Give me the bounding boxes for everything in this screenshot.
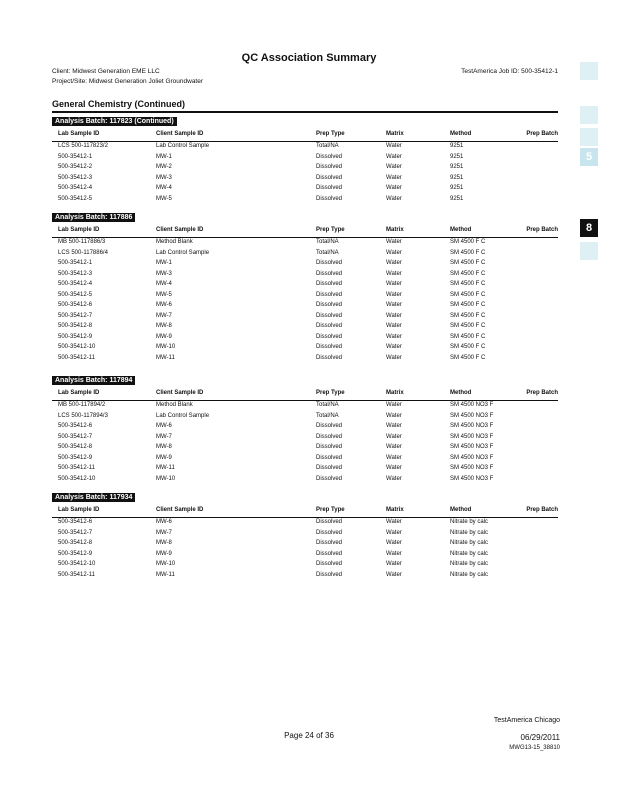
table-cell: Water [386, 571, 402, 578]
table-cell: MW-10 [156, 475, 176, 482]
table-row [52, 401, 558, 412]
table-row [52, 249, 558, 260]
batch-title: Analysis Batch: 117823 (Continued) [52, 117, 177, 126]
table-cell: 500-35412-3 [58, 270, 93, 277]
table-cell: MW-6 [156, 302, 172, 308]
table-cell: 500-35412-6 [58, 302, 93, 308]
table-cell: 9251 [450, 153, 464, 160]
table-cell: SM 4500 NO3 F [450, 423, 494, 429]
table-cell: MW-9 [156, 333, 172, 340]
table-cell: 500-35412-1 [58, 153, 93, 160]
table-cell: Water [386, 312, 402, 319]
column-header: Lab Sample ID [58, 507, 100, 513]
column-header: Client Sample ID [156, 507, 204, 513]
table-cell: 9251 [450, 195, 464, 202]
table-cell: Water [386, 291, 402, 298]
column-header: Client Sample ID [156, 131, 204, 137]
table-cell: Water [386, 143, 402, 149]
side-tab[interactable]: 5 [580, 148, 598, 166]
column-header: Lab Sample ID [58, 131, 100, 137]
table-cell: Total/NA [316, 239, 339, 245]
table-header [52, 389, 558, 401]
table-cell: LCS 500-117823/2 [58, 143, 108, 149]
table-cell: 9251 [450, 164, 464, 170]
table-cell: Method Blank [156, 239, 193, 245]
table-cell: SM 4500 F C [450, 312, 486, 319]
table-cell: Nitrate by calc [450, 519, 489, 525]
table-cell: Nitrate by calc [450, 529, 489, 536]
batch-title: Analysis Batch: 117886 [52, 213, 135, 222]
table-cell: Water [386, 519, 402, 525]
table-row [52, 529, 558, 540]
table-cell: LCS 500-117894/3 [58, 412, 108, 419]
table-row [52, 270, 558, 281]
table-row [52, 475, 558, 486]
table-cell: Dissolved [316, 153, 343, 160]
table-cell: SM 4500 F C [450, 239, 486, 245]
table-cell: MW-1 [156, 153, 172, 160]
table-cell: SM 4500 F C [450, 260, 486, 266]
table-cell: SM 4500 F C [450, 249, 486, 256]
table-header [52, 130, 558, 142]
table-cell: Water [386, 529, 402, 536]
table-cell: Dissolved [316, 302, 343, 308]
table-cell: Water [386, 465, 402, 471]
column-header: Prep Batch [526, 390, 558, 396]
section-divider [52, 111, 558, 113]
table-cell: SM 4500 NO3 F [450, 465, 494, 471]
table-row [52, 195, 558, 206]
table-cell: Dissolved [316, 323, 343, 329]
table-row [52, 343, 558, 354]
table-cell: Water [386, 153, 402, 160]
table-cell: SM 4500 NO3 F [450, 444, 494, 450]
batch-title: Analysis Batch: 117934 [52, 493, 135, 502]
table-cell: MW-5 [156, 195, 172, 202]
table-cell: Total/NA [316, 143, 339, 149]
table-row [52, 301, 558, 312]
table-row [52, 280, 558, 291]
column-header: Prep Batch [526, 227, 558, 233]
table-cell: Water [386, 454, 402, 461]
table-cell: MW-9 [156, 454, 172, 461]
table-row [52, 184, 558, 195]
table-cell: MW-6 [156, 423, 172, 429]
table-cell: SM 4500 F C [450, 354, 486, 361]
table-cell: MW-4 [156, 185, 172, 191]
table-cell: MW-8 [156, 444, 172, 450]
table-cell: SM 4500 F C [450, 344, 486, 350]
table-row [52, 518, 558, 529]
table-cell: MW-3 [156, 174, 172, 181]
analysis-batch [52, 213, 558, 364]
analysis-batch [52, 117, 558, 205]
table-cell: Dissolved [316, 571, 343, 578]
table-cell: 500-35412-9 [58, 333, 93, 340]
table-row [52, 412, 558, 423]
table-cell: SM 4500 F C [450, 302, 486, 308]
table-cell: Nitrate by calc [450, 550, 489, 557]
column-header: Prep Type [316, 507, 345, 513]
table-cell: Water [386, 174, 402, 181]
table-cell: MW-11 [156, 571, 175, 578]
table-cell: 9251 [450, 174, 464, 181]
table-cell: MW-8 [156, 323, 172, 329]
table-cell: Water [386, 475, 402, 482]
table-cell: 500-35412-7 [58, 312, 93, 319]
table-cell: SM 4500 F C [450, 333, 486, 340]
table-row [52, 333, 558, 344]
column-header: Method [450, 390, 472, 396]
table-cell: Dissolved [316, 454, 343, 461]
table-row [52, 422, 558, 433]
table-cell: 500-35412-4 [58, 281, 93, 287]
table-row [52, 163, 558, 174]
table-cell: Dissolved [316, 465, 343, 471]
table-cell: SM 4500 NO3 F [450, 412, 494, 419]
table-cell: Water [386, 239, 402, 245]
table-cell: 500-35412-11 [58, 571, 95, 578]
table-cell: Lab Control Sample [156, 143, 210, 149]
table-cell: Dissolved [316, 561, 343, 567]
table-cell: MW-8 [156, 540, 172, 546]
table-cell: Total/NA [316, 412, 339, 419]
table-header [52, 506, 558, 518]
table-cell: Dissolved [316, 344, 343, 350]
column-header: Matrix [386, 131, 404, 137]
table-cell: 500-35412-7 [58, 529, 93, 536]
table-cell: Dissolved [316, 174, 343, 181]
table-cell: 500-35412-8 [58, 540, 93, 546]
table-cell: Water [386, 302, 402, 308]
table-cell: Nitrate by calc [450, 561, 489, 567]
table-row [52, 291, 558, 302]
table-cell: MW-6 [156, 519, 172, 525]
analysis-batch [52, 493, 558, 581]
table-cell: MW-4 [156, 281, 172, 287]
table-cell: 500-35412-11 [58, 465, 95, 471]
column-header: Matrix [386, 390, 404, 396]
table-row [52, 454, 558, 465]
side-tab[interactable] [580, 106, 598, 124]
table-header [52, 226, 558, 238]
side-tab[interactable] [580, 242, 598, 260]
table-row [52, 322, 558, 333]
column-header: Prep Type [316, 390, 345, 396]
table-cell: SM 4500 NO3 F [450, 433, 494, 440]
column-header: Method [450, 227, 472, 233]
table-cell: Dissolved [316, 433, 343, 440]
table-cell: MW-3 [156, 270, 172, 277]
table-cell: Water [386, 260, 402, 266]
table-cell: Water [386, 344, 402, 350]
column-header: Prep Type [316, 227, 345, 233]
table-cell: 9251 [450, 143, 464, 149]
column-header: Prep Type [316, 131, 345, 137]
job-id: TestAmerica Job ID: 500-35412-1 [461, 68, 558, 75]
table-row [52, 433, 558, 444]
table-cell: Dissolved [316, 540, 343, 546]
table-cell: 500-35412-8 [58, 444, 93, 450]
side-tab[interactable]: 8 [580, 219, 598, 237]
table-cell: Total/NA [316, 249, 339, 256]
table-cell: Dissolved [316, 423, 343, 429]
table-row [52, 464, 558, 475]
column-header: Prep Batch [526, 507, 558, 513]
table-cell: Water [386, 333, 402, 340]
table-row [52, 560, 558, 571]
table-cell: SM 4500 F C [450, 291, 486, 298]
table-cell: Nitrate by calc [450, 571, 489, 578]
table-cell: MB 500-117886/3 [58, 239, 106, 245]
table-row [52, 142, 558, 153]
table-row [52, 550, 558, 561]
table-cell: LCS 500-117886/4 [58, 249, 108, 256]
column-header: Matrix [386, 227, 404, 233]
table-cell: 500-35412-5 [58, 291, 93, 298]
analysis-batch [52, 376, 558, 485]
table-row [52, 312, 558, 323]
table-cell: SM 4500 NO3 F [450, 475, 494, 482]
table-cell: Water [386, 550, 402, 557]
table-row [52, 571, 558, 582]
table-cell: Dissolved [316, 291, 343, 298]
table-cell: SM 4500 NO3 F [450, 454, 494, 461]
column-header: Method [450, 131, 472, 137]
table-cell: 500-35412-9 [58, 550, 93, 557]
table-cell: MW-7 [156, 529, 172, 536]
table-cell: Water [386, 354, 402, 361]
table-cell: MW-10 [156, 344, 176, 350]
table-cell: Water [386, 185, 402, 191]
table-cell: MB 500-117894/2 [58, 402, 106, 408]
table-cell: Water [386, 540, 402, 546]
table-cell: SM 4500 F C [450, 323, 486, 329]
table-cell: Total/NA [316, 402, 339, 408]
table-cell: Dissolved [316, 185, 343, 191]
table-row [52, 354, 558, 365]
table-cell: Water [386, 561, 402, 567]
table-row [52, 259, 558, 270]
page-title: QC Association Summary [241, 52, 377, 64]
footer-lab: TestAmerica Chicago [493, 717, 560, 724]
table-cell: 500-35412-1 [58, 260, 93, 266]
table-cell: Dissolved [316, 260, 343, 266]
table-cell: 500-35412-6 [58, 423, 93, 429]
table-cell: Dissolved [316, 164, 343, 170]
side-tab[interactable] [580, 128, 598, 146]
table-cell: MW-11 [156, 465, 175, 471]
table-cell: Water [386, 433, 402, 440]
table-cell: Water [386, 164, 402, 170]
table-cell: Dissolved [316, 475, 343, 482]
column-header: Client Sample ID [156, 227, 204, 233]
table-cell: MW-11 [156, 354, 175, 361]
table-row [52, 153, 558, 164]
table-cell: 500-35412-9 [58, 454, 93, 461]
project-line: Project/Site: Midwest Generation Joliet Groundwater [52, 78, 204, 85]
footer-code: MWG13-15_38810 [509, 745, 560, 751]
table-row [52, 238, 558, 249]
table-row [52, 539, 558, 550]
table-cell: SM 4500 NO3 F [450, 402, 494, 408]
table-cell: 500-35412-7 [58, 433, 93, 440]
table-cell: 500-35412-10 [58, 475, 96, 482]
table-cell: 9251 [450, 185, 464, 191]
table-cell: MW-9 [156, 550, 172, 557]
table-cell: 500-35412-11 [58, 354, 95, 361]
table-cell: Water [386, 402, 402, 408]
table-cell: Method Blank [156, 402, 193, 408]
table-cell: 500-35412-4 [58, 185, 93, 191]
table-cell: Water [386, 412, 402, 419]
table-cell: Dissolved [316, 550, 343, 557]
table-cell: SM 4500 F C [450, 270, 486, 277]
table-cell: MW-5 [156, 291, 172, 298]
table-cell: Water [386, 270, 402, 277]
side-tab-strip [578, 0, 618, 800]
column-header: Lab Sample ID [58, 390, 100, 396]
table-cell: MW-7 [156, 433, 172, 440]
table-cell: MW-1 [156, 260, 172, 266]
table-cell: Lab Control Sample [156, 412, 210, 419]
table-cell: Dissolved [316, 529, 343, 536]
side-tab[interactable] [580, 62, 598, 80]
table-row [52, 443, 558, 454]
section-title: General Chemistry (Continued) [52, 99, 186, 109]
table-cell: Water [386, 249, 402, 256]
batch-title: Analysis Batch: 117894 [52, 376, 135, 385]
table-cell: 500-35412-6 [58, 519, 93, 525]
table-cell: Dissolved [316, 333, 343, 340]
table-cell: 500-35412-8 [58, 323, 93, 329]
column-header: Lab Sample ID [58, 227, 100, 233]
column-header: Client Sample ID [156, 390, 204, 396]
table-cell: Dissolved [316, 354, 343, 361]
table-cell: Lab Control Sample [156, 249, 210, 256]
table-cell: 500-35412-10 [58, 561, 96, 567]
table-cell: Water [386, 281, 402, 287]
table-cell: Dissolved [316, 312, 343, 319]
table-cell: Nitrate by calc [450, 540, 489, 546]
table-cell: Water [386, 195, 402, 202]
table-row [52, 174, 558, 185]
table-cell: 500-35412-3 [58, 174, 93, 181]
table-cell: SM 4500 F C [450, 281, 486, 287]
table-cell: 500-35412-2 [58, 164, 93, 170]
table-cell: MW-7 [156, 312, 172, 319]
client-line: Client: Midwest Generation EME LLC [52, 68, 160, 75]
table-cell: Water [386, 323, 402, 329]
table-cell: Dissolved [316, 281, 343, 287]
table-cell: MW-10 [156, 561, 176, 567]
table-cell: Water [386, 444, 402, 450]
table-cell: 500-35412-10 [58, 344, 96, 350]
table-cell: Dissolved [316, 519, 343, 525]
column-header: Method [450, 507, 472, 513]
page-number: Page 24 of 36 [284, 731, 334, 740]
table-cell: MW-2 [156, 164, 172, 170]
table-cell: Dissolved [316, 195, 343, 202]
footer-date: 06/29/2011 [520, 733, 560, 742]
table-cell: Dissolved [316, 270, 343, 277]
table-cell: Water [386, 423, 402, 429]
table-cell: Dissolved [316, 444, 343, 450]
column-header: Matrix [386, 507, 404, 513]
table-cell: 500-35412-5 [58, 195, 93, 202]
column-header: Prep Batch [526, 131, 558, 137]
